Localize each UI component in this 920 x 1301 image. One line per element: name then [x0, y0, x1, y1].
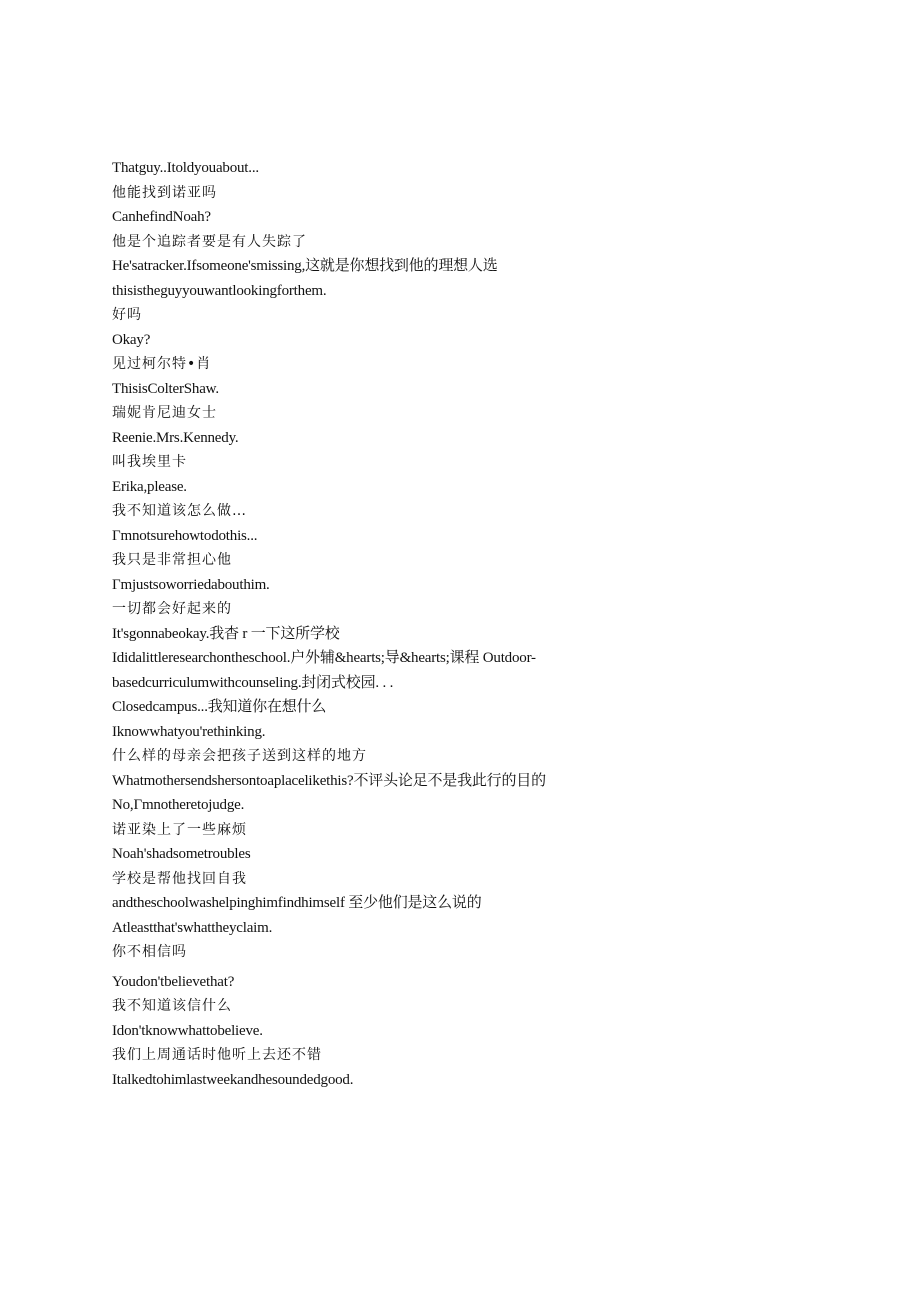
subtitle-line-chinese: 我不知道该怎么做…	[112, 503, 247, 519]
subtitle-line-chinese: 我不知道该信什么	[112, 998, 232, 1014]
subtitle-line-english: Reenie.Mrs.Kennedy.	[112, 429, 239, 446]
subtitle-line-english: Closedcampus...我知道你在想什么	[112, 699, 327, 715]
subtitle-line-chinese: 好吗	[112, 307, 142, 323]
subtitle-line-english: andtheschoolwashelpinghimfindhimself 至少他们是这么说的	[112, 895, 482, 911]
subtitle-line-chinese: 我们上周通话时他听上去还不错	[112, 1047, 322, 1063]
subtitle-line-english: Erika,please.	[112, 478, 187, 495]
subtitle-line-chinese: 你不相信吗	[112, 944, 187, 960]
subtitle-line-chinese: 我只是非常担心他	[112, 552, 232, 568]
subtitle-line-chinese: 什么样的母亲会把孩子送到这样的地方	[112, 748, 367, 764]
subtitle-line-chinese: 诺亚染上了一些麻烦	[112, 821, 247, 838]
subtitle-line-english: Idon'tknowwhattobelieve.	[112, 1022, 263, 1039]
subtitle-line-english: Whatmothersendshersontoaplacelikethis?不评头论足不是我此行的目的	[112, 772, 546, 789]
subtitle-line-english: thisistheguyyouwantlookingforthem.	[112, 282, 327, 299]
subtitle-line-english: ThisisColterShaw.	[112, 380, 219, 397]
subtitle-line-english: He'satracker.Ifsomeone'smissing,这就是你想找到他的理想人选	[112, 258, 498, 274]
subtitle-line-chinese: 见过柯尔特•肖	[112, 356, 212, 372]
subtitle-line-english: Okay?	[112, 331, 151, 348]
subtitle-line-chinese: 叫我埃里卡	[112, 454, 187, 470]
subtitle-line-english: It'sgonnabeokay.我杳 r 一下这所学校	[112, 625, 340, 642]
subtitle-line-english: Youdon'tbelievethat?	[112, 973, 235, 990]
subtitle-line-english: Thatguy..Itoldyouabout...	[112, 160, 259, 176]
subtitle-line-english: CanhefindNoah?	[112, 209, 211, 225]
subtitle-line-english: Atleastthat'swhattheyclaim.	[112, 919, 273, 936]
subtitle-line-chinese: 他是个追踪者要是有人失踪了	[112, 233, 307, 250]
document-body	[112, 156, 812, 1092]
subtitle-line-english: Noah'shadsometroubles	[112, 846, 251, 862]
subtitle-line-english: Ididalittleresearchontheschool.户外辅&hearts;导&hearts;课程 Outdoor-	[112, 650, 536, 666]
subtitle-line-english: Italkedtohimlastweekandhesoundedgood.	[112, 1071, 354, 1088]
subtitle-line-english: Γmnotsurehowtodothis...	[112, 527, 258, 544]
subtitle-line-english: Γmjustsoworriedabouthim.	[112, 576, 270, 593]
subtitle-line-english: basedcurriculumwithcounseling.封闭式校园. . .	[112, 674, 394, 691]
subtitle-line-english: Iknowwhatyou'rethinking.	[112, 723, 266, 740]
subtitle-line-chinese: 瑞妮肯尼迪女士	[112, 405, 217, 421]
subtitle-line-chinese: 他能找到诺亚吗	[112, 184, 217, 201]
subtitle-line-chinese: 学校是帮他找回自我	[112, 870, 247, 887]
subtitle-line-chinese: 一切都会好起来的	[112, 601, 232, 617]
subtitle-line-english: No,Γmnotheretojudge.	[112, 797, 245, 813]
